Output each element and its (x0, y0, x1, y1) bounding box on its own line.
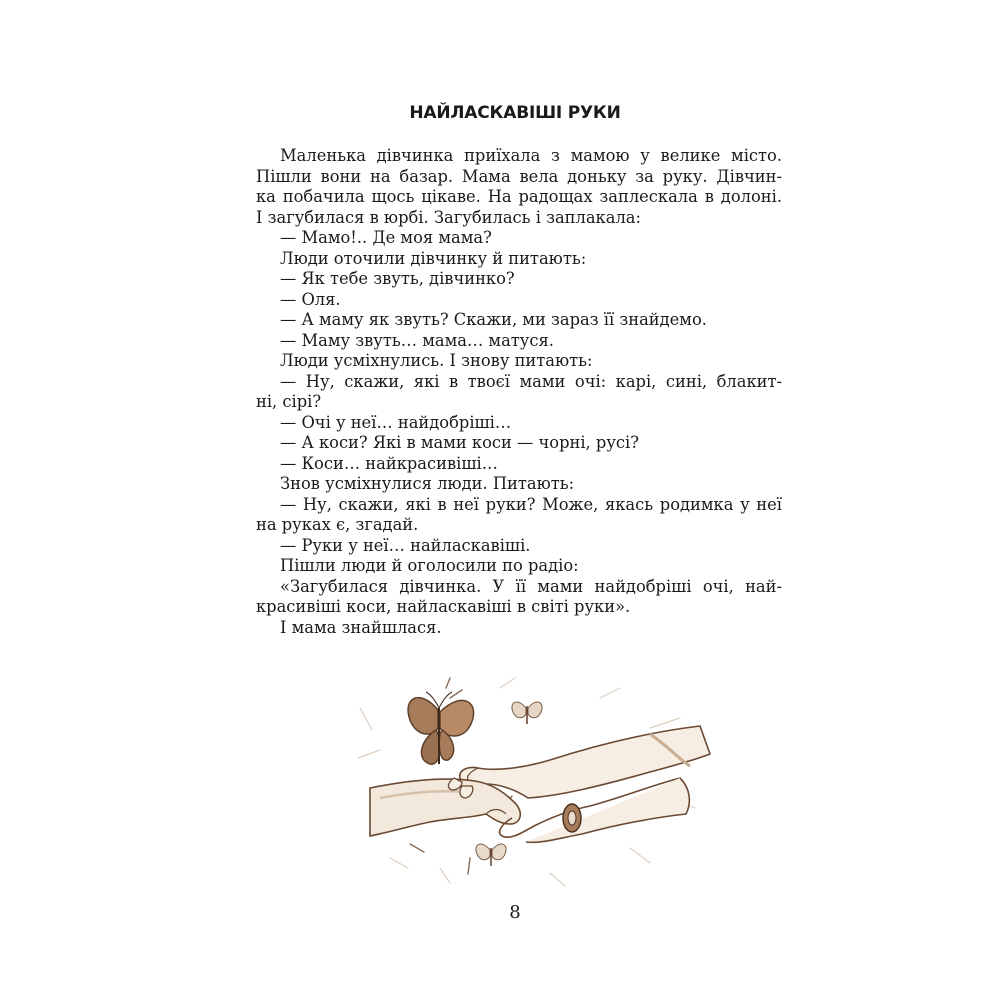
text-line: — А маму як звуть? Скажи, ми зараз її знайдемо. (280, 310, 707, 329)
butterfly-large (408, 692, 474, 764)
text-line: — А коси? Які в мами коси — чорні, русі? (280, 433, 639, 452)
text-line: Люди усміхнулись. І знову питають: (280, 351, 593, 370)
text-line: — Ну, скажи, які в твоєї мами очі: карі, сині, блакит- (280, 371, 782, 391)
text-line: — Ну, скажи, які в неї руки? Може, якась родимка у неї (280, 494, 782, 514)
text-line: — Очі у неї… найдобріші… (280, 412, 512, 432)
text-line: «Загубилася дівчинка. У її мами найдобріші очі, най- (280, 576, 782, 596)
text-line: ка побачила щось цікаве. На радощах заплескала в долоні. (256, 187, 782, 206)
text-line: — Руки у неї… найласкавіші. (280, 535, 531, 555)
hands-butterflies-illustration (350, 668, 712, 894)
text-line: — Маму звуть… мама… матуся. (280, 330, 554, 350)
text-line: — Мамо!.. Де моя мама? (280, 228, 492, 247)
text-line: Маленька дівчинка приїхала з мамою у велике місто. (280, 146, 782, 165)
butterfly-small-top (512, 702, 542, 724)
text-line: І загубилася в юрбі. Загубилась і заплакала: (256, 207, 641, 227)
text-line: Знов усміхнулися люди. Питають: (280, 474, 575, 493)
text-line: — Як тебе звуть, дівчинко? (280, 269, 515, 288)
page-number: 8 (509, 902, 521, 923)
text-line: Люди оточили дівчинку й питають: (280, 248, 587, 268)
story-text (256, 146, 782, 638)
story-title: НАЙЛАСКАВІШІ РУКИ (409, 103, 621, 123)
butterfly-small-bottom (476, 844, 506, 866)
text-line: Пішли вони на базар. Мама вела доньку за руку. Дівчин- (256, 166, 782, 186)
child-arm (370, 779, 520, 836)
text-line: на руках є, згадай. (256, 515, 419, 534)
text-line: — Оля. (280, 289, 341, 309)
text-line: Пішли люди й оголосили по радіо: (280, 556, 579, 575)
text-line: І мама знайшлася. (280, 617, 442, 637)
text-line: — Коси… найкрасивіші… (280, 453, 498, 473)
text-line: ні, сірі? (256, 392, 322, 411)
text-line: красивіші коси, найласкавіші в світі руки». (256, 597, 631, 616)
